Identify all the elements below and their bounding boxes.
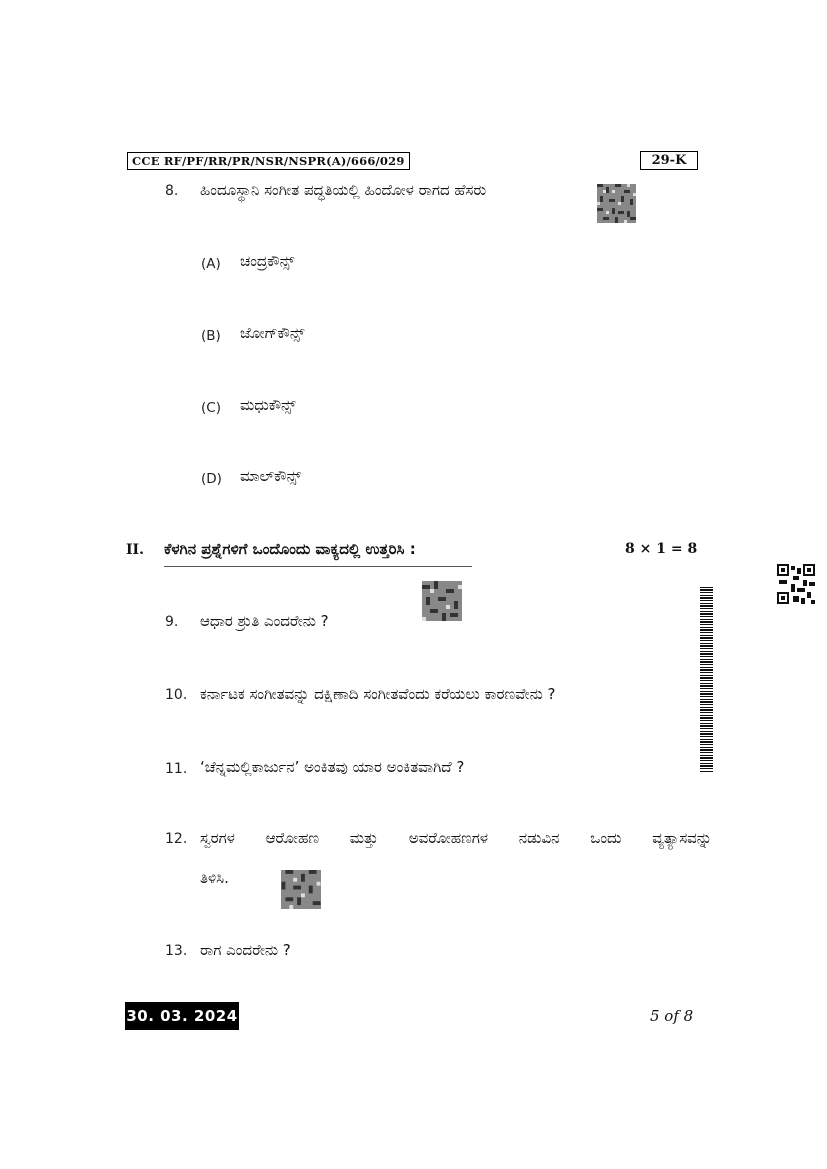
option-b-letter: (B) [201, 328, 221, 344]
exam-date: 30. 03. 2024 [125, 1002, 239, 1030]
qr-code-icon [422, 581, 462, 621]
question-12-word: ಸ್ವರಗಳ [200, 829, 235, 847]
exam-code: CCE RF/PF/RR/PR/NSR/NSPR(A)/666/029 [127, 152, 410, 170]
qr-code-icon [281, 870, 321, 909]
question-8-number: 8. [165, 183, 179, 199]
question-8-text: ಹಿಂದೂಸ್ಥಾನಿ ಸಂಗೀತ ಪದ್ಧತಿಯಲ್ಲಿ ಹಿಂದೋಳ ರಾಗದ ಹೆಸರು [200, 181, 487, 199]
question-13-number: 13. [165, 943, 188, 959]
option-d-letter: (D) [201, 471, 222, 487]
question-12-number: 12. [165, 831, 188, 847]
question-10-number: 10. [165, 687, 188, 703]
section-number: II. [126, 542, 144, 558]
side-qr-code-icon [777, 564, 815, 604]
question-11-number: 11. [165, 761, 188, 777]
question-11-text: ‘ಚೆನ್ನಮಲ್ಲಿಕಾರ್ಜುನ’ ಅಂಕಿತವು ಯಾರ ಅಂಕಿತವಾಗಿದೆ ? [200, 758, 465, 776]
paper-code: 29-K [640, 151, 698, 170]
section-title: ಕೆಳಗಿನ ಪ್ರಶ್ನೆಗಳಿಗೆ ಒಂದೊಂದು ವಾಕ್ಯದಲ್ಲಿ ಉತ್ತರಿಸಿ : [164, 540, 472, 567]
question-9-number: 9. [165, 614, 179, 630]
question-13-text: ರಾಗ ಎಂದರೇನು ? [200, 941, 291, 959]
option-c-text: ಮಧುಕೌನ್ಸ್ [240, 396, 296, 414]
question-12-line-2: ತಿಳಿಸಿ. [200, 869, 229, 887]
question-9-text: ಆಧಾರ ಶ್ರುತಿ ಎಂದರೇನು ? [200, 612, 329, 630]
qr-code-icon [597, 184, 636, 223]
page-number: 5 of 8 [650, 1007, 694, 1025]
question-12-line-1 [200, 829, 712, 847]
option-d-text: ಮಾಲ್‌ಕೌನ್ಸ್ [240, 467, 302, 485]
barcode [700, 587, 713, 773]
question-12-word: ಆರೋಹಣ [265, 829, 319, 847]
question-10-text: ಕರ್ನಾಟಕ ಸಂಗೀತವನ್ನು ದಕ್ಷಿಣಾದಿ ಸಂಗೀತವೆಂದು ಕರೆಯಲು ಕಾರಣವೇನು ? [200, 685, 556, 703]
question-12-word: ನಡುವಿನ [518, 829, 560, 847]
question-12-word: ವ್ಯತ್ಯಾಸವನ್ನು [652, 829, 712, 847]
question-12-word: ಮತ್ತು [349, 829, 379, 847]
option-c-letter: (C) [201, 400, 221, 416]
option-a-text: ಚಂದ್ರಕೌನ್ಸ್ [240, 252, 295, 270]
option-b-text: ಜೋಗ್‌ಕೌನ್ಸ್ [240, 324, 305, 342]
option-a-letter: (A) [201, 256, 221, 272]
section-marks: 8 × 1 = 8 [625, 541, 698, 557]
question-12-word: ಒಂದು [590, 829, 622, 847]
question-12-word: ಅವರೋಹಣಗಳ [408, 829, 489, 847]
